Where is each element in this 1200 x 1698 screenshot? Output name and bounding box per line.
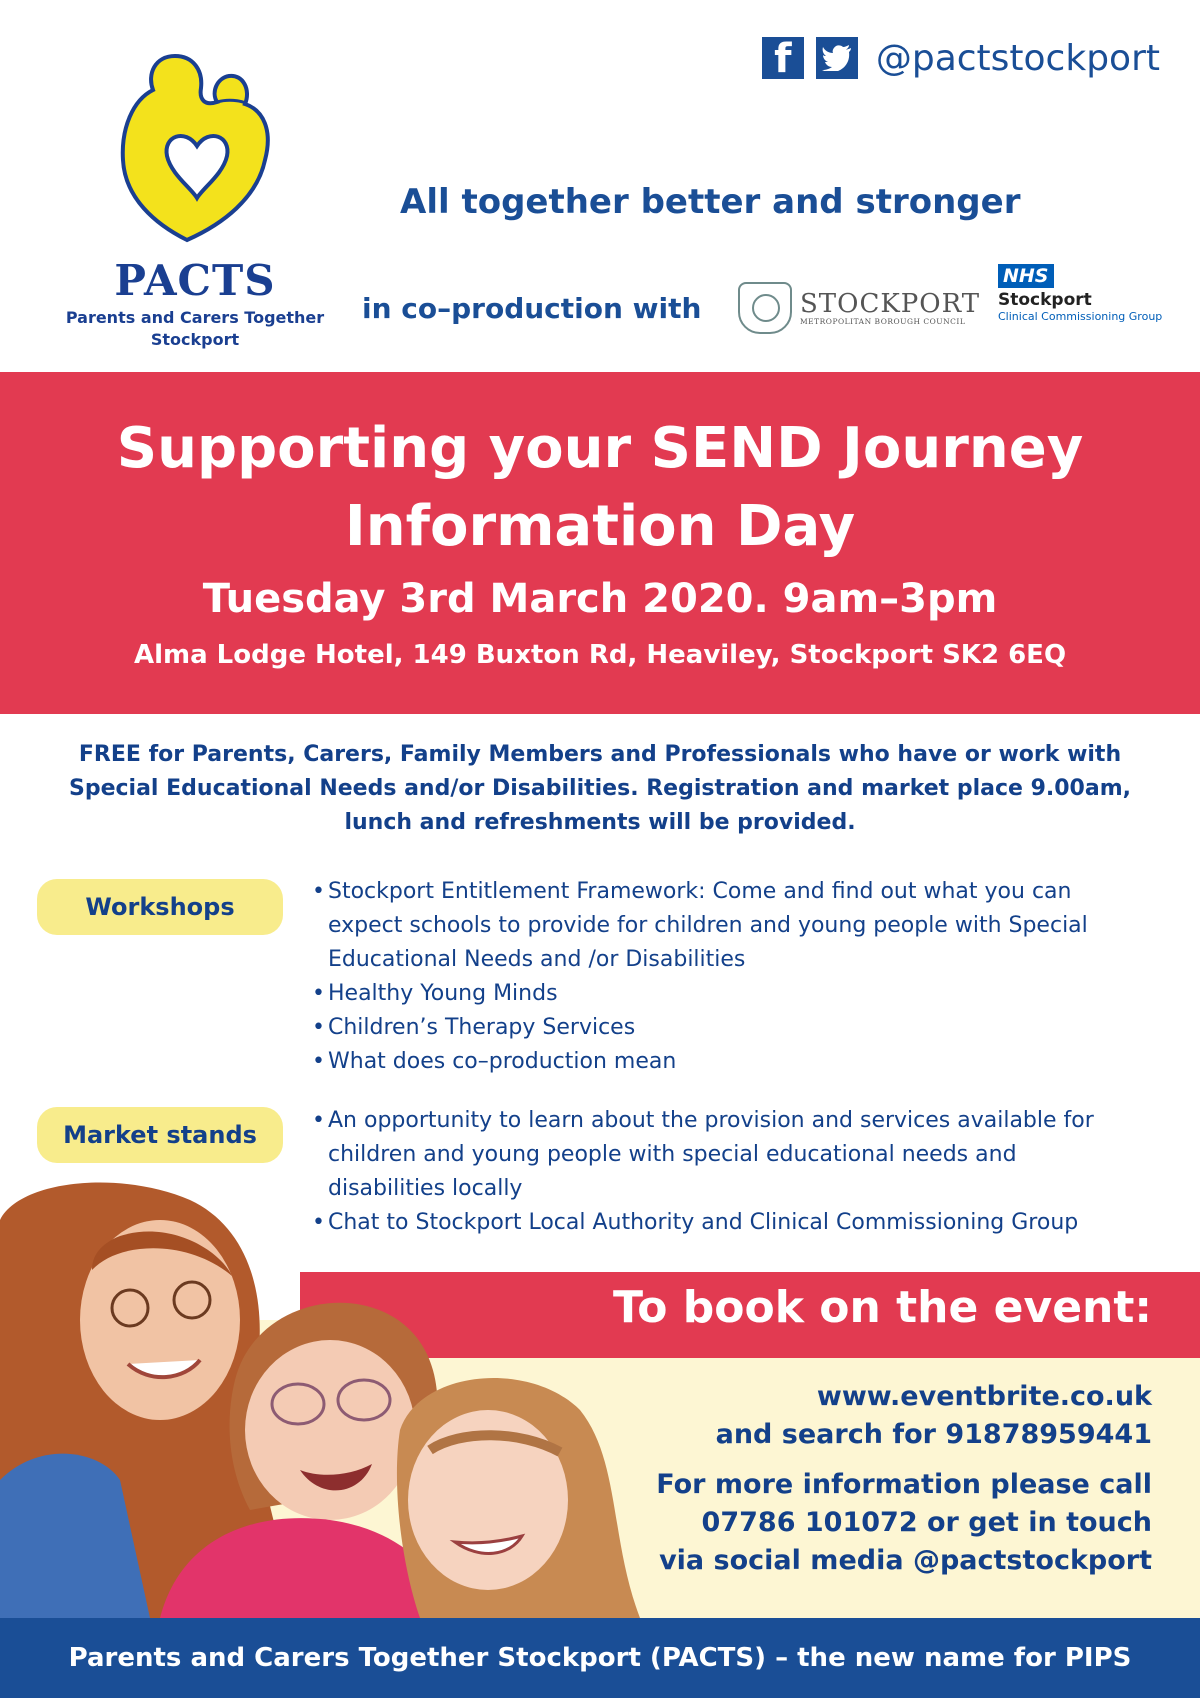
event-banner bbox=[0, 372, 1200, 714]
nhs-org-subtitle: Clinical Commissioning Group bbox=[998, 310, 1163, 323]
list-item: • Children’s Therapy Services bbox=[312, 1011, 1162, 1045]
org-full-name-line1: Parents and Carers Together bbox=[65, 308, 325, 327]
council-crest-icon bbox=[738, 282, 792, 334]
booking-search-id: and search for 91878959441 bbox=[715, 1419, 1152, 1450]
info-line2: 07786 101072 or get in touch bbox=[701, 1507, 1152, 1538]
list-item: • An opportunity to learn about the provision and services available for children and young people with special educational needs and disabilities locally bbox=[312, 1104, 1128, 1206]
list-item: • Healthy Young Minds bbox=[312, 977, 1162, 1011]
workshops-list bbox=[312, 875, 1162, 1079]
intro-line1: FREE for Parents, Carers, Family Members and Professionals who have or work with bbox=[78, 742, 1122, 767]
event-date: Tuesday 3rd March 2020. 9am–3pm bbox=[202, 576, 998, 622]
council-name: STOCKPORT bbox=[800, 288, 981, 319]
event-title bbox=[0, 410, 1200, 566]
booking-details bbox=[656, 1378, 1152, 1580]
list-item: • Chat to Stockport Local Authority and Clinical Commissioning Group bbox=[312, 1206, 1162, 1240]
event-title-line1: Supporting your SEND Journey bbox=[116, 416, 1084, 481]
family-photo bbox=[0, 1180, 650, 1618]
list-item: • What does co–production mean bbox=[312, 1045, 1162, 1079]
info-line3: via social media @pactstockport bbox=[659, 1545, 1152, 1576]
org-full-name-line2: Stockport bbox=[150, 330, 240, 349]
stockport-council-logo bbox=[738, 282, 980, 334]
booking-url[interactable]: www.eventbrite.co.uk bbox=[816, 1381, 1152, 1412]
footer-text: Parents and Carers Together Stockport (PACTS) – the new name for PIPS bbox=[68, 1643, 1132, 1673]
market-stands-label: Market stands bbox=[37, 1107, 283, 1163]
coproduction-text: in co–production with bbox=[362, 292, 702, 325]
tagline: All together better and stronger bbox=[400, 182, 1021, 222]
intro-text bbox=[40, 738, 1160, 840]
intro-line2: Special Educational Needs and/or Disabilities. Registration and market place 9.00am, bbox=[68, 776, 1131, 801]
nhs-stockport-logo bbox=[998, 264, 1178, 323]
footer-bar bbox=[0, 1618, 1200, 1698]
intro-line3: lunch and refreshments will be provided. bbox=[344, 810, 856, 835]
workshops-label: Workshops bbox=[37, 879, 283, 935]
nhs-badge: NHS bbox=[998, 264, 1054, 288]
council-subtitle: METROPOLITAN BOROUGH COUNCIL bbox=[800, 316, 966, 326]
booking-title: To book on the event: bbox=[613, 1282, 1152, 1333]
twitter-icon[interactable] bbox=[816, 37, 858, 79]
info-line1: For more information please call bbox=[656, 1469, 1152, 1500]
family-heart-icon bbox=[105, 48, 285, 258]
event-venue: Alma Lodge Hotel, 149 Buxton Rd, Heaviley, Stockport SK2 6EQ bbox=[133, 640, 1067, 670]
event-title-line2: Information Day bbox=[344, 494, 856, 559]
nhs-org-name: Stockport bbox=[998, 290, 1092, 310]
list-item: • Stockport Entitlement Framework: Come and find out what you can expect schools to provide for children and young people with Special Educational Needs and /or Disabilities bbox=[312, 875, 1108, 977]
pacts-wordmark: PACTS bbox=[114, 256, 276, 305]
pacts-logo bbox=[60, 48, 330, 348]
facebook-icon[interactable]: f bbox=[762, 37, 804, 79]
social-links bbox=[762, 34, 1160, 82]
social-handle: @pactstockport bbox=[875, 37, 1160, 79]
